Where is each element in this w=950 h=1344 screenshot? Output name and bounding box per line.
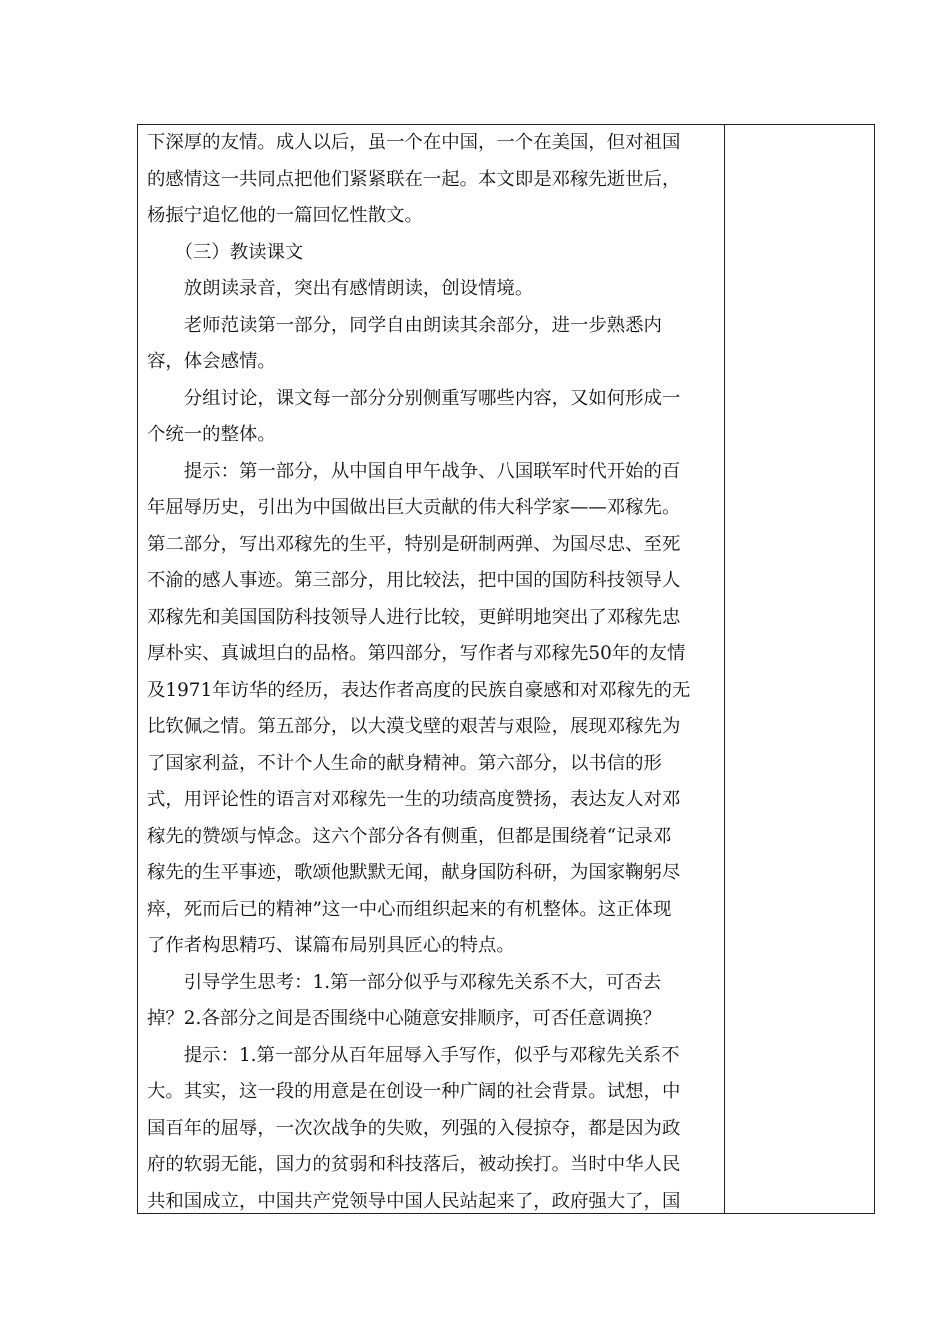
text-line: 提示：1.第一部分从百年屈辱入手写作，似乎与邓稼先关系不 <box>147 1044 680 1066</box>
text-line: 掉？2.各部分之间是否围绕中心随意安排顺序，可否任意调换？ <box>147 1008 662 1029</box>
text-line: 放朗读录音，突出有感情朗读，创设情境。 <box>147 278 534 299</box>
text-line: 瘁，死而后已的精神”这一中心而组织起来的有机整体。这正体现 <box>147 898 672 920</box>
text-line: 提示：第一部分，从中国自甲午战争、八国联军时代开始的百 <box>147 460 681 482</box>
text-line: 分组讨论，课文每一部分分别侧重写哪些内容，又如何形成一 <box>147 387 681 409</box>
text-line: 个统一的整体。 <box>147 424 276 445</box>
text-line: 邓稼先和美国国防科技领导人进行比较，更鲜明地突出了邓稼先忠 <box>147 606 681 628</box>
text-line: 厚朴实、真诚坦白的品格。第四部分，写作者与邓稼先50年的友情 <box>147 643 686 664</box>
text-line: 老师范读第一部分，同学自由朗读其余部分，进一步熟悉内 <box>147 314 662 336</box>
text-line: 不渝的感人事迹。第三部分，用比较法，把中国的国防科技领导人 <box>147 570 681 591</box>
lesson-content-cell <box>147 125 717 1220</box>
text-line: 了作者构思精巧、谋篇布局别具匠心的特点。 <box>147 935 515 956</box>
text-line: 共和国成立，中国共产党领导中国人民站起来了，政府强大了，国 <box>147 1190 681 1212</box>
text-line: 引导学生思考：1.第一部分似乎与邓稼先关系不大，可否去 <box>147 971 662 993</box>
text-line: 大。其实，这一段的用意是在创设一种广阔的社会背景。试想，中 <box>147 1081 681 1102</box>
text-line: 稼先的生平事迹，歌颂他默默无闻，献身国防科研，为国家鞠躬尽 <box>147 862 681 883</box>
text-line: 下深厚的友情。成人以后，虽一个在中国，一个在美国，但对祖国 <box>147 132 681 153</box>
text-line: 了国家利益，不计个人生命的献身精神。第六部分，以书信的形 <box>147 752 662 774</box>
text-line: 的感情这一共同点把他们紧紧联在一起。本文即是邓稼先逝世后， <box>147 168 681 190</box>
text-line: 府的软弱无能，国力的贫弱和科技落后，被动挨打。当时中华人民 <box>147 1154 681 1175</box>
lesson-table <box>137 124 875 1214</box>
section-heading: （三）教读课文 <box>147 241 304 263</box>
text-line: 杨振宁追忆他的一篇回忆性散文。 <box>147 205 423 226</box>
text-line: 容，体会感情。 <box>147 351 276 372</box>
text-line: 国百年的屈辱，一次次战争的失败，列强的入侵掠夺，都是因为政 <box>147 1117 681 1139</box>
text-line: 年屈辱历史，引出为中国做出巨大贡献的伟大科学家——邓稼先。 <box>147 497 681 518</box>
text-line: 及1971年访华的经历，表达作者高度的民族自豪感和对邓稼先的无 <box>147 679 691 701</box>
notes-cell <box>726 125 874 1213</box>
column-divider <box>724 125 725 1213</box>
text-line: 比钦佩之情。第五部分，以大漠戈壁的艰苦与艰险，展现邓稼先为 <box>147 716 681 737</box>
text-line: 式，用评论性的语言对邓稼先一生的功绩高度赞扬，表达友人对邓 <box>147 789 681 810</box>
text-line: 稼先的赞颂与悼念。这六个部分各有侧重，但都是围绕着“记录邓 <box>147 825 672 847</box>
text-line: 第二部分，写出邓稼先的生平，特别是研制两弹、为国尽忠、至死 <box>147 533 681 555</box>
